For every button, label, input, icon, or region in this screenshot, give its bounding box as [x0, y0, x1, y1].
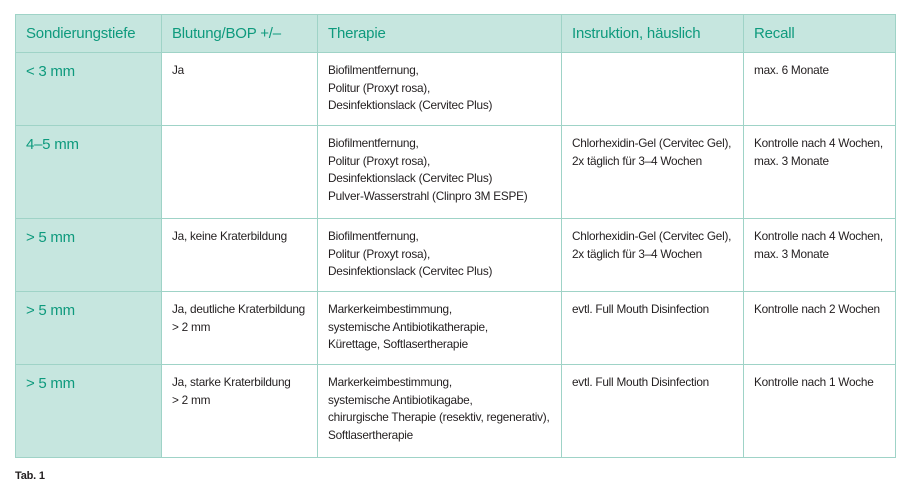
instruction-cell — [562, 53, 744, 126]
therapy-cell — [318, 126, 562, 219]
recall-cell — [744, 292, 896, 365]
cell-line: Desinfektionslack (Cervitec Plus) — [328, 171, 493, 186]
therapy-cell — [318, 53, 562, 126]
instruction-cell — [562, 126, 744, 219]
cell-line: Markerkeimbestimmung, — [328, 375, 452, 389]
therapy-cell — [318, 292, 562, 365]
cell-line: Kontrolle nach 1 Woche — [754, 375, 874, 389]
instruction-cell — [562, 219, 744, 292]
cell-line: > 2 mm — [172, 319, 211, 334]
cell-line: evtl. Full Mouth Disinfection — [572, 302, 709, 316]
depth-cell: > 5 mm — [16, 365, 162, 458]
depth-cell: < 3 mm — [16, 53, 162, 126]
cell-line: Chlorhexidin-Gel (Cervitec Gel), — [572, 136, 732, 150]
bleeding-cell — [162, 126, 318, 219]
cell-line: Desinfektionslack (Cervitec Plus) — [328, 98, 493, 113]
therapy-table-container — [15, 14, 895, 458]
cell-line: Ja, starke Kraterbildung — [172, 375, 291, 389]
bleeding-cell — [162, 53, 318, 126]
instruction-cell — [562, 365, 744, 458]
cell-line: Pulver-Wasserstrahl (Clinpro 3M ESPE) — [328, 188, 528, 203]
depth-cell: > 5 mm — [16, 292, 162, 365]
bleeding-cell — [162, 365, 318, 458]
header-instruktion: Instruktion, häuslich — [562, 15, 744, 53]
instruction-cell — [562, 292, 744, 365]
header-recall: Recall — [744, 15, 896, 53]
table-row — [16, 126, 896, 219]
cell-line: Ja, keine Kraterbildung — [172, 229, 287, 243]
therapy-table — [15, 14, 896, 458]
cell-line: Kontrolle nach 4 Wochen, — [754, 136, 883, 150]
cell-line: Chlorhexidin-Gel (Cervitec Gel), — [572, 229, 732, 243]
cell-line: Markerkeimbestimmung, — [328, 302, 452, 316]
cell-line: Politur (Proxyt rosa), — [328, 153, 431, 168]
therapy-cell — [318, 219, 562, 292]
cell-line: Ja — [172, 63, 184, 77]
cell-line: Ja, deutliche Kraterbildung — [172, 302, 305, 316]
depth-cell: > 5 mm — [16, 219, 162, 292]
table-row — [16, 365, 896, 458]
header-blutung: Blutung/BOP +/– — [162, 15, 318, 53]
cell-line: > 2 mm — [172, 392, 211, 407]
table-caption: Tab. 1 — [15, 470, 45, 482]
cell-line: Kürettage, Softlasertherapie — [328, 337, 468, 352]
cell-line: evtl. Full Mouth Disinfection — [572, 375, 709, 389]
cell-line: Biofilmentfernung, — [328, 136, 419, 150]
cell-line: systemische Antibiotikagabe, — [328, 392, 473, 407]
cell-line: Politur (Proxyt rosa), — [328, 80, 431, 95]
cell-line: max. 3 Monate — [754, 246, 829, 261]
table-row — [16, 219, 896, 292]
recall-cell — [744, 126, 896, 219]
cell-line: max. 3 Monate — [754, 153, 829, 168]
bleeding-cell — [162, 219, 318, 292]
depth-cell: 4–5 mm — [16, 126, 162, 219]
cell-line: systemische Antibiotikatherapie, — [328, 319, 488, 334]
cell-line: Politur (Proxyt rosa), — [328, 246, 431, 261]
cell-line: Kontrolle nach 4 Wochen, — [754, 229, 883, 243]
cell-line: Kontrolle nach 2 Wochen — [754, 302, 880, 316]
cell-line: Desinfektionslack (Cervitec Plus) — [328, 264, 493, 279]
cell-line: Biofilmentfernung, — [328, 229, 419, 243]
therapy-cell — [318, 365, 562, 458]
recall-cell — [744, 219, 896, 292]
cell-line: Softlasertherapie — [328, 427, 413, 442]
cell-line: 2x täglich für 3–4 Wochen — [572, 246, 702, 261]
cell-line: max. 6 Monate — [754, 63, 829, 77]
bleeding-cell — [162, 292, 318, 365]
table-header-row — [16, 15, 896, 53]
recall-cell — [744, 365, 896, 458]
header-therapie: Therapie — [318, 15, 562, 53]
cell-line: 2x täglich für 3–4 Wochen — [572, 153, 702, 168]
header-sondierungstiefe: Sondierungstiefe — [16, 15, 162, 53]
cell-line: Biofilmentfernung, — [328, 63, 419, 77]
recall-cell — [744, 53, 896, 126]
table-row — [16, 53, 896, 126]
cell-line: chirurgische Therapie (resektiv, regenerativ), — [328, 410, 550, 425]
table-row — [16, 292, 896, 365]
